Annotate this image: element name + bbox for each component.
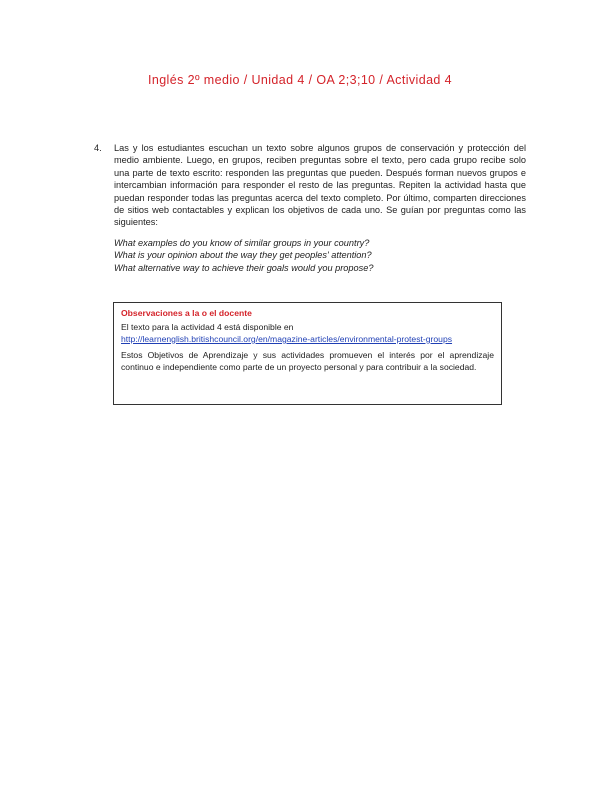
activity-questions [114, 237, 526, 275]
page-header-title: Inglés 2º medio / Unidad 4 / OA 2;3;10 / Actividad 4 [147, 73, 452, 87]
resource-link[interactable]: http://learnenglish.britishcouncil.org/en/magazine-articles/environmental-protest-groups [121, 333, 453, 344]
question-2: What is your opinion about the way they get peoples' attention? [114, 250, 372, 261]
observations-text-objectives: Estos Objetivos de Aprendizaje y sus actividades promueven el interés por el aprendizaje continuo e independiente como parte de un proyecto personal y para contribuir a la sociedad. [121, 350, 494, 372]
observations-text-availability: El texto para la actividad 4 está disponible en [121, 322, 294, 333]
observations-title: Observaciones a la o el docente [121, 308, 252, 318]
activity-instructions: Las y los estudiantes escuchan un texto sobre algunos grupos de conservación y protección del medio ambiente. Luego, en grupos, reciben preguntas sobre el texto, pero cada grupo recibe solo una parte de texto escrito: responden las preguntas que pueden. Después forman nuevos grupos e intercambian información para responder el resto de las preguntas. Repiten la actividad hasta que puedan responder todas las preguntas acerca del texto completo. Por último, comparten direcciones de sitios web contactables y explican los objetivos de cada uno. Se guían por preguntas como las siguientes: [114, 143, 526, 228]
question-3: What alternative way to achieve their goals would you propose? [114, 263, 374, 274]
activity-item [94, 142, 526, 275]
teacher-observations-box [113, 302, 502, 405]
activity-number: 4. [94, 143, 102, 153]
question-1: What examples do you know of similar groups in your country? [114, 237, 370, 248]
